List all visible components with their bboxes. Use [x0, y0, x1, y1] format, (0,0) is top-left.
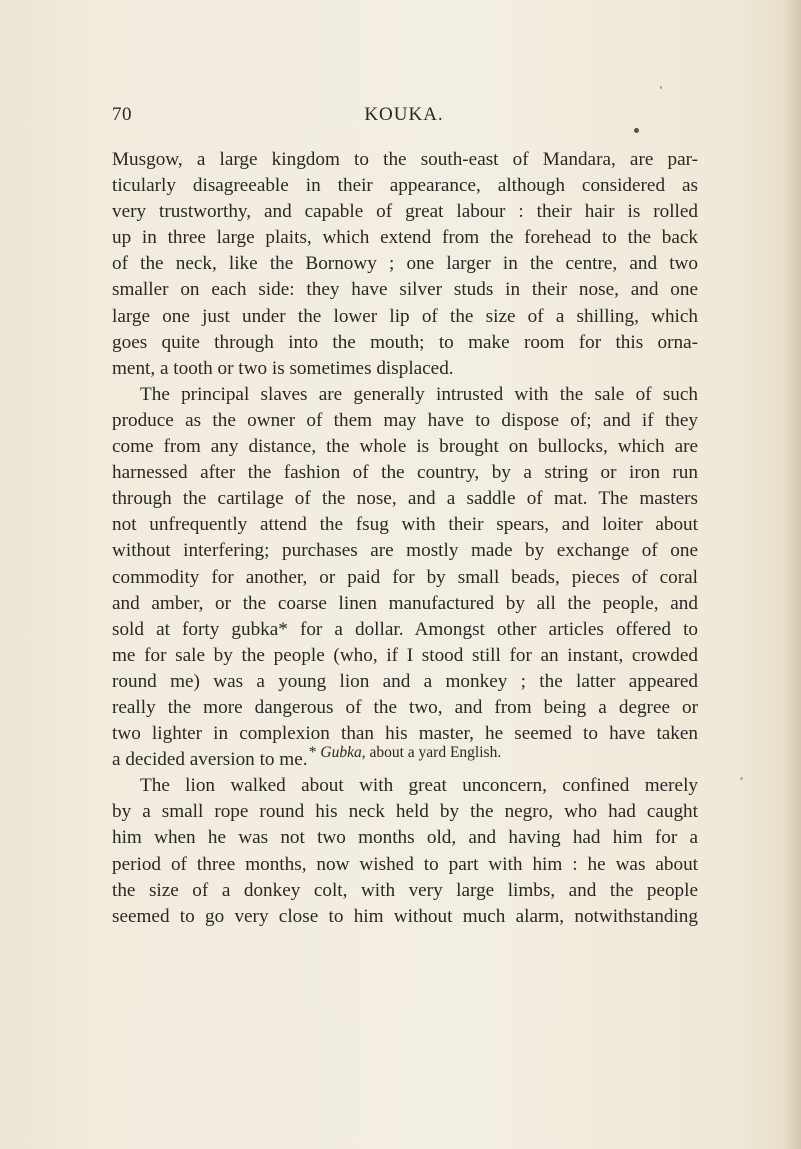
footnote-marker: *: [308, 744, 317, 761]
text-line: ment, a tooth or two is sometimes displaced.: [112, 357, 454, 379]
text-line: harnessed after the fashion of the country, by a string or iron run: [112, 462, 698, 484]
text-line: through the cartilage of the nose, and a saddle of mat. The masters: [112, 488, 698, 510]
running-title: KOUKA.: [364, 104, 444, 125]
page-edge-shadow: [783, 0, 801, 1149]
text-line: goes quite through into the mouth; to make room for this orna-: [112, 331, 698, 353]
text-line: large one just under the lower lip of the size of a shilling, which: [112, 305, 698, 327]
text-line: sold at forty gubka* for a dollar. Amongst other articles offered to: [112, 618, 698, 640]
text-line: two lighter in complexion than his master, he seemed to have taken: [112, 723, 698, 745]
text-line: commodity for another, or paid for by small beads, pieces of coral: [112, 566, 698, 588]
text-line: me for sale by the people (who, if I stood still for an instant, crowded: [112, 644, 698, 666]
text-line: by a small rope round his neck held by the negro, who had caught: [112, 801, 698, 823]
text-line: period of three months, now wished to part with him : he was about: [112, 853, 698, 875]
text-line: round me) was a young lion and a monkey ; the latter appeared: [112, 670, 698, 692]
body-text: [112, 147, 698, 930]
text-line: come from any distance, the whole is brought on bullocks, which are: [112, 436, 698, 458]
text-line: The lion walked about with great unconcern, confined merely: [140, 775, 698, 797]
text-line: the size of a donkey colt, with very large limbs, and the people: [112, 879, 698, 901]
ink-speck: [740, 777, 743, 780]
text-line: seemed to go very close to him without much alarm, notwithstanding: [112, 905, 698, 927]
text-line: of the neck, like the Bornowy ; one larger in the centre, and two: [112, 253, 698, 275]
text-line: Musgow, a large kingdom to the south-east of Mandara, are par-: [112, 149, 698, 170]
text-line: a decided aversion to me.: [112, 749, 308, 771]
text-line: and amber, or the coarse linen manufactured by all the people, and: [112, 592, 698, 614]
page-number: 70: [112, 104, 132, 125]
text-line: without interfering; purchases are mostly made by exchange of one: [112, 540, 698, 562]
footnote-text: , about a yard English.: [361, 744, 502, 761]
footnote: [112, 744, 698, 762]
text-line: produce as the owner of them may have to dispose of; and if they: [112, 409, 698, 431]
text-line: smaller on each side: they have silver studs in their nose, and one: [112, 279, 698, 301]
footnote-term: Gubka: [320, 744, 362, 761]
ink-speck: [634, 128, 639, 133]
text-line: him when he was not two months old, and having had him for a: [112, 827, 698, 849]
ink-speck: [660, 86, 662, 89]
text-line: really the more dangerous of the two, and from being a degree or: [112, 696, 698, 718]
page-header: [112, 104, 696, 130]
text-line: The principal slaves are generally intrusted with the sale of such: [140, 383, 698, 405]
text-line: not unfrequently attend the fsug with their spears, and loiter about: [112, 514, 698, 536]
text-line: very trustworthy, and capable of great labour : their hair is rolled: [112, 201, 698, 223]
text-line: ticularly disagreeable in their appearance, although considered as: [112, 175, 698, 197]
text-line: up in three large plaits, which extend from the forehead to the back: [112, 227, 698, 249]
